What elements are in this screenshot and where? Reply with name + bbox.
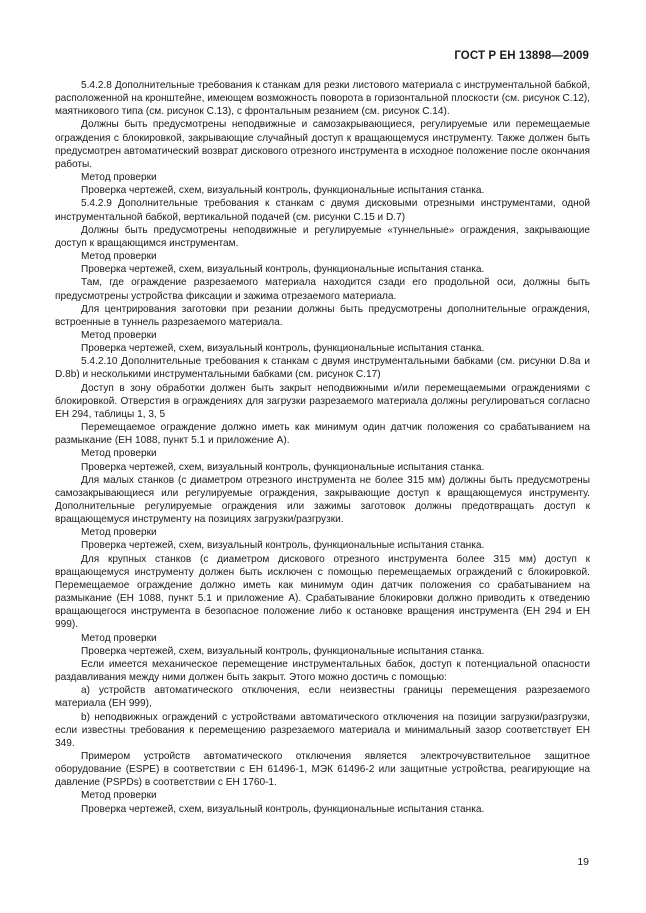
- paragraph: 5.4.2.8 Дополнительные требования к станкам для резки листового материала с инструментальной бабкой, расположенной на кронштейне, имеющем возможность поворота в горизонтальной плоскости (см. рисунок С.12), маятникового типа (см. рисунок С.13), с фронтальным резанием (см. рисунок С.14).: [55, 80, 590, 118]
- paragraph: Проверка чертежей, схем, визуальный контроль, функциональные испытания станка.: [81, 540, 485, 552]
- paragraph: Если имеется механическое перемещение инструментальных бабок, доступ к потенциальной опасности раздавливания между ними должен быть закрыт. Этого можно достичь с помощью:: [55, 658, 590, 684]
- paragraph: Метод проверки: [81, 632, 157, 644]
- paragraph: Метод проверки: [81, 790, 157, 802]
- paragraph: 5.4.2.9 Дополнительные требования к станкам с двумя дисковыми отрезными инструментами, одной инструментальной бабкой, вертикальной подачей (см. рисунки С.15 и D.7): [55, 198, 590, 223]
- paragraph: Примером устройств автоматического отключения является электрочувствительное защитное оборудование (ESPE) в соответствии с ЕН 61496-1, МЭК 61496-2 или защитные устройства, реагирующие на давление (PSPDs) в соответствии с ЕН 1760-1.: [55, 750, 590, 789]
- document-header: ГОСТ Р ЕН 13898—2009: [454, 50, 589, 62]
- paragraph: Проверка чертежей, схем, визуальный контроль, функциональные испытания станка.: [81, 185, 485, 197]
- paragraph: Проверка чертежей, схем, визуальный контроль, функциональные испытания станка.: [81, 343, 485, 355]
- paragraph: 5.4.2.10 Дополнительные требования к станкам с двумя инструментальными бабками (см. рисунки D.8a и D.8b) и несколькими инструментальными бабками (см. рисунок С.17): [55, 356, 590, 381]
- paragraph: Проверка чертежей, схем, визуальный контроль, функциональные испытания станка.: [81, 461, 485, 473]
- paragraph: b) неподвижных ограждений с устройствами автоматического отключения на позиции загрузки/разгрузки, если известны требования к перемещению разрезаемого материала и минимальный зазор соответствует ЕН 349.: [55, 711, 590, 749]
- paragraph: Проверка чертежей, схем, визуальный контроль, функциональные испытания станка.: [81, 264, 485, 276]
- paragraph: Доступ в зону обработки должен быть закрыт неподвижными и/или перемещаемыми ограждениями с блокировкой. Отверстия в ограждениях для загрузки разрезаемого материала должны регулироваться согласно ЕН 294, таблицы 1, 3, 5: [55, 382, 590, 420]
- page-number: 19: [577, 856, 589, 868]
- paragraph: Должны быть предусмотрены неподвижные и регулируемые «туннельные» ограждения, закрывающие доступ к вращающимся инструментам.: [55, 224, 590, 249]
- paragraph: Для малых станков (с диаметром отрезного инструмента не более 315 мм) должны быть предусмотрены самозакрывающиеся или регулируемые ограждения, закрывающие доступ к вращающемуся инструменту. Дополнительные регулируемые ограждения или зажимы заготовок должны предотвращать доступ к вращающемуся инструменту на позициях загрузки/разгрузки.: [55, 474, 590, 526]
- paragraph: Для крупных станков (с диаметром дискового отрезного инструмента более 315 мм) доступ к вращающемуся инструменту должен быть исключен с помощью перемещаемых ограждений с блокировкой. Перемещаемое ограждение должно иметь как минимум один датчик положения со срабатыванием на размыкание (ЕН 1088, пункт 5.1 и приложение А). Срабатывание блокировки должно приводить к отведению вращающегося инструмента в безопасное положение либо к остановке вращения инструмента (ЕН 294 и ЕН 999).: [55, 553, 590, 631]
- paragraph: Метод проверки: [81, 251, 157, 263]
- paragraph: Для центрирования заготовки при резании должны быть предусмотрены дополнительные ограждения, встроенные в туннель разрезаемого материала.: [55, 303, 590, 328]
- paragraph: Там, где ограждение разрезаемого материала находится сзади его продольной оси, должны быть предусмотрены устройства фиксации и зажима отрезаемого материала.: [55, 277, 590, 302]
- paragraph: Метод проверки: [81, 329, 157, 341]
- paragraph: Проверка чертежей, схем, визуальный контроль, функциональные испытания станка.: [81, 645, 485, 657]
- paragraph: Должны быть предусмотрены неподвижные и самозакрывающиеся, регулируемые или перемещаемые ограждения с блокировкой, закрывающие случайный доступ к вращающемуся инструменту. Также должен быть предусмотрен автоматический возврат дискового отрезного инструмента в исходное положение после окончания работы.: [55, 119, 590, 170]
- paragraph: а) устройств автоматического отключения, если неизвестны границы перемещения разрезаемого материала (ЕН 999),: [55, 685, 590, 710]
- document-body: [55, 79, 590, 816]
- paragraph: Метод проверки: [81, 448, 157, 460]
- paragraph: Проверка чертежей, схем, визуальный контроль, функциональные испытания станка.: [81, 803, 485, 815]
- paragraph: Перемещаемое ограждение должно иметь как минимум один датчик положения со срабатыванием на размыкание (ЕН 1088, пункт 5.1 и приложение А).: [55, 422, 590, 447]
- paragraph: Метод проверки: [81, 527, 157, 539]
- paragraph: Метод проверки: [81, 172, 157, 184]
